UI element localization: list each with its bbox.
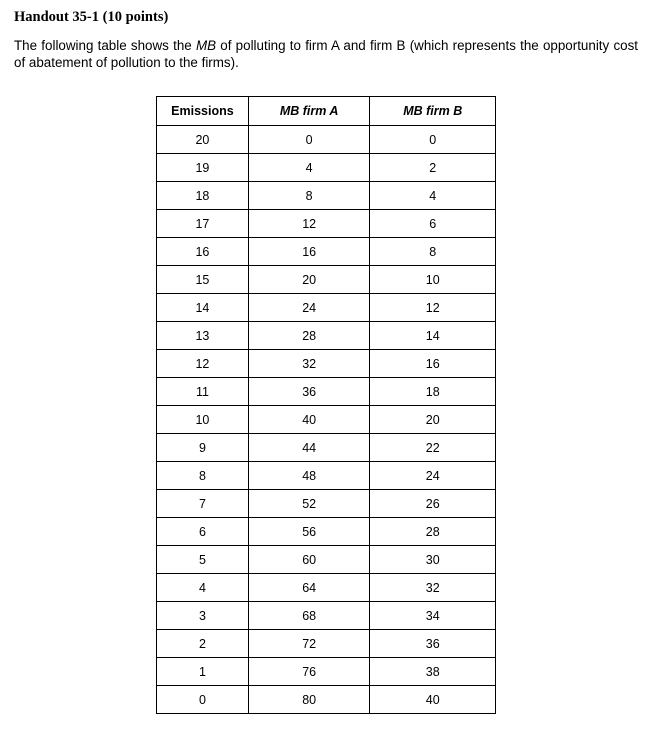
header-emissions: Emissions (157, 97, 249, 126)
mb-firm-b-cell: 38 (370, 658, 496, 686)
mb-firm-a-cell: 64 (248, 574, 370, 602)
mb-firm-b-cell: 0 (370, 126, 496, 154)
emissions-cell: 4 (157, 574, 249, 602)
emissions-cell: 19 (157, 154, 249, 182)
mb-firm-b-cell: 36 (370, 630, 496, 658)
table-row (157, 546, 496, 574)
mb-firm-b-cell: 40 (370, 686, 496, 714)
mb-firm-a-cell: 16 (248, 238, 370, 266)
table-body (157, 126, 496, 714)
mb-firm-b-cell: 30 (370, 546, 496, 574)
mb-firm-b-cell: 20 (370, 406, 496, 434)
emissions-cell: 14 (157, 294, 249, 322)
table-row (157, 378, 496, 406)
emissions-cell: 1 (157, 658, 249, 686)
mb-firm-b-cell: 32 (370, 574, 496, 602)
mb-firm-b-cell: 24 (370, 462, 496, 490)
mb-firm-a-cell: 52 (248, 490, 370, 518)
mb-firm-a-cell: 36 (248, 378, 370, 406)
emissions-cell: 2 (157, 630, 249, 658)
mb-firm-b-cell: 12 (370, 294, 496, 322)
mb-firm-b-cell: 18 (370, 378, 496, 406)
emissions-cell: 17 (157, 210, 249, 238)
intro-text-part2: of polluting to firm A and firm B (which represents the opportunity cost of abatement of pollution to the firms). (14, 38, 639, 70)
table-row (157, 210, 496, 238)
mb-firm-b-cell: 34 (370, 602, 496, 630)
emissions-cell: 9 (157, 434, 249, 462)
mb-firm-b-cell: 2 (370, 154, 496, 182)
mb-firm-a-cell: 68 (248, 602, 370, 630)
table-row (157, 462, 496, 490)
table-row (157, 182, 496, 210)
mb-firm-a-cell: 40 (248, 406, 370, 434)
intro-paragraph (14, 37, 638, 71)
table-row (157, 266, 496, 294)
emissions-cell: 20 (157, 126, 249, 154)
mb-firm-a-cell: 8 (248, 182, 370, 210)
mb-firm-a-cell: 20 (248, 266, 370, 294)
emissions-cell: 6 (157, 518, 249, 546)
mb-firm-a-cell: 44 (248, 434, 370, 462)
mb-firm-b-cell: 8 (370, 238, 496, 266)
table-row (157, 574, 496, 602)
emissions-cell: 3 (157, 602, 249, 630)
mb-firm-a-cell: 0 (248, 126, 370, 154)
table-row (157, 602, 496, 630)
table-row (157, 294, 496, 322)
emissions-cell: 16 (157, 238, 249, 266)
mb-firm-a-cell: 76 (248, 658, 370, 686)
mb-firm-a-cell: 12 (248, 210, 370, 238)
mb-firm-b-cell: 26 (370, 490, 496, 518)
mb-firm-a-cell: 80 (248, 686, 370, 714)
emissions-cell: 10 (157, 406, 249, 434)
mb-firm-a-cell: 72 (248, 630, 370, 658)
emissions-cell: 0 (157, 686, 249, 714)
header-mb-firm-a: MB firm A (248, 97, 370, 126)
mb-firm-b-cell: 6 (370, 210, 496, 238)
mb-firm-b-cell: 22 (370, 434, 496, 462)
table-row (157, 322, 496, 350)
header-mb-firm-b: MB firm B (370, 97, 496, 126)
mb-firm-b-cell: 14 (370, 322, 496, 350)
mb-firm-b-cell: 28 (370, 518, 496, 546)
table-row (157, 154, 496, 182)
mb-firm-a-cell: 60 (248, 546, 370, 574)
emissions-cell: 15 (157, 266, 249, 294)
handout-heading: Handout 35-1 (10 points) (14, 9, 169, 25)
mb-firm-a-cell: 4 (248, 154, 370, 182)
mb-firm-a-cell: 32 (248, 350, 370, 378)
emissions-cell: 13 (157, 322, 249, 350)
intro-text-mb: MB (195, 38, 217, 53)
emissions-cell: 12 (157, 350, 249, 378)
emissions-cell: 5 (157, 546, 249, 574)
mb-firm-a-cell: 48 (248, 462, 370, 490)
table-row (157, 406, 496, 434)
table-row (157, 686, 496, 714)
mb-table (156, 96, 496, 714)
table-row (157, 126, 496, 154)
table-row (157, 518, 496, 546)
mb-firm-b-cell: 16 (370, 350, 496, 378)
table-row (157, 630, 496, 658)
mb-firm-a-cell: 56 (248, 518, 370, 546)
table-row (157, 238, 496, 266)
mb-firm-b-cell: 10 (370, 266, 496, 294)
emissions-cell: 18 (157, 182, 249, 210)
table-header-row (157, 97, 496, 126)
emissions-cell: 8 (157, 462, 249, 490)
emissions-cell: 11 (157, 378, 249, 406)
table-row (157, 490, 496, 518)
table-row (157, 350, 496, 378)
emissions-cell: 7 (157, 490, 249, 518)
intro-text-part1: The following table shows the (14, 38, 196, 53)
mb-firm-a-cell: 28 (248, 322, 370, 350)
table-row (157, 658, 496, 686)
mb-firm-a-cell: 24 (248, 294, 370, 322)
mb-firm-b-cell: 4 (370, 182, 496, 210)
table-row (157, 434, 496, 462)
